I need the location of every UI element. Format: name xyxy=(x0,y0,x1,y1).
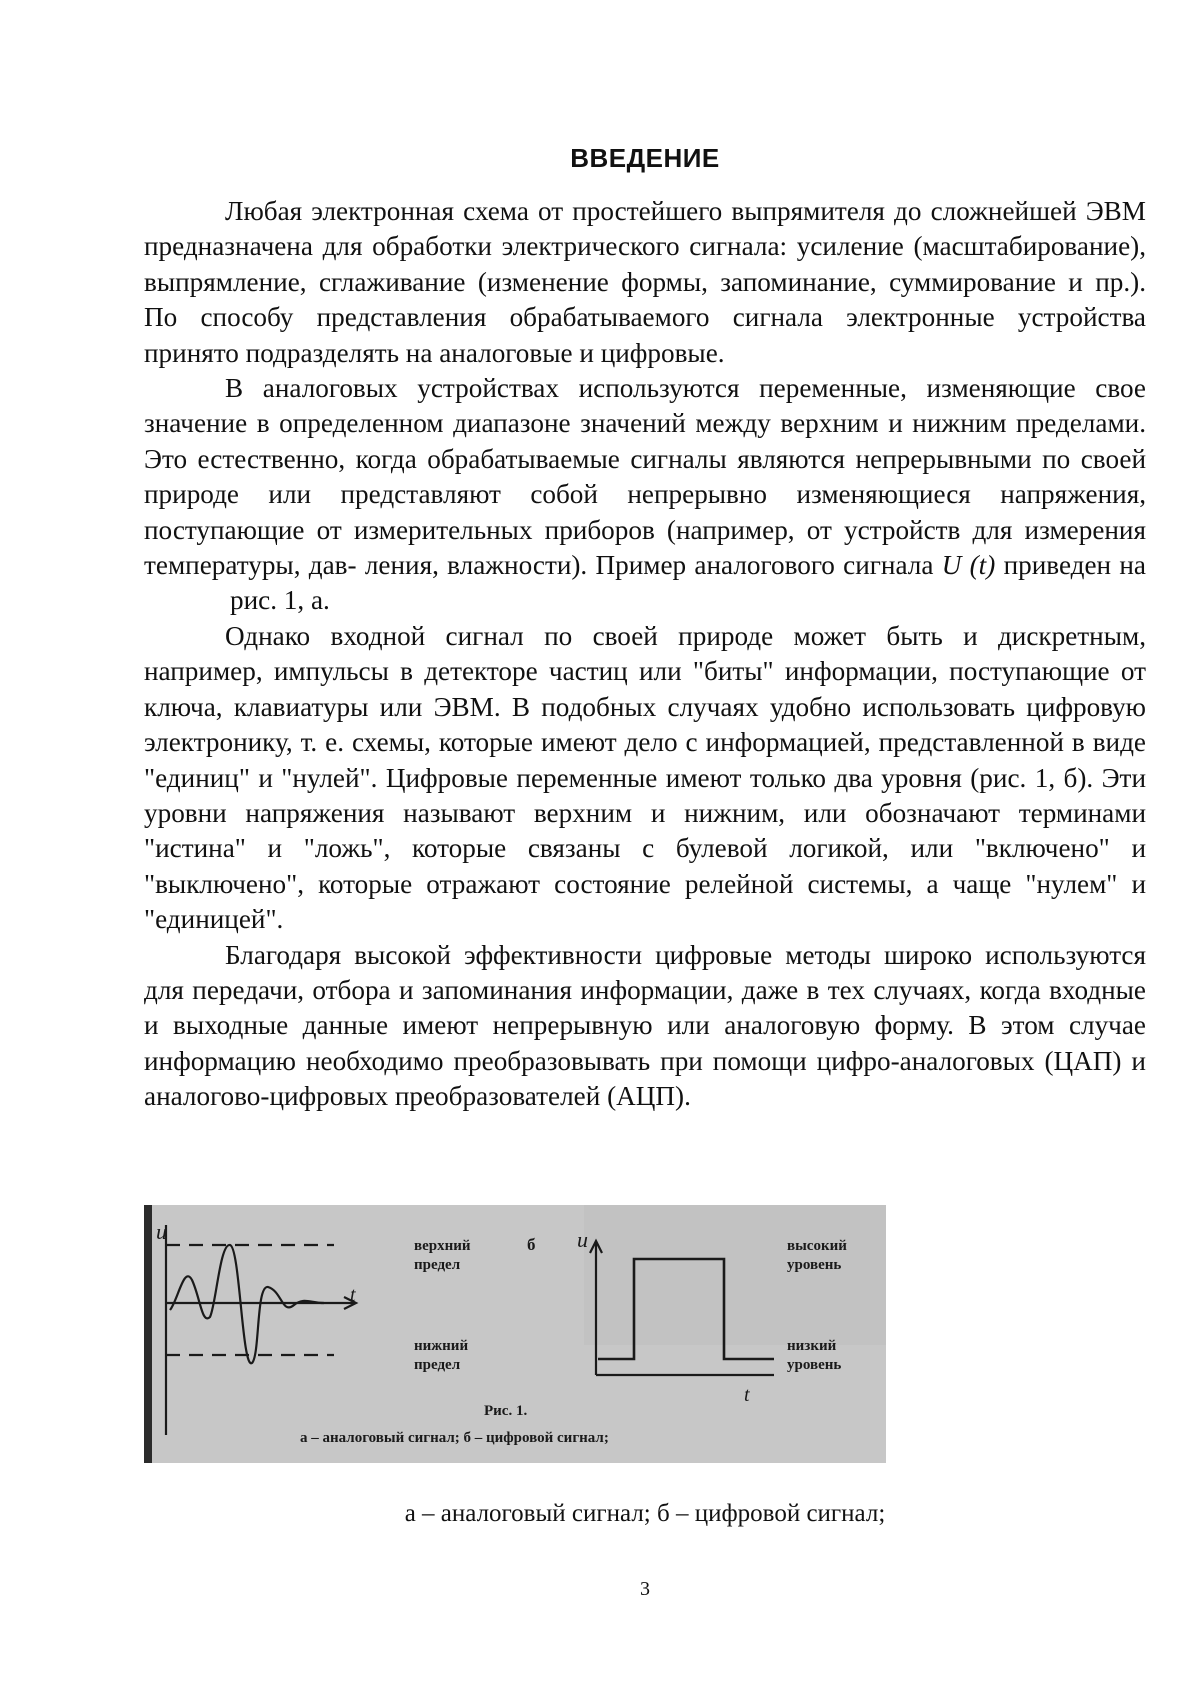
upper-limit-label-1: верхний xyxy=(414,1238,471,1254)
panel-b-letter: б xyxy=(527,1235,536,1254)
paragraph-1: Любая электронная схема от простейшего выпрямителя до сложней­шей ЭВМ предназначена для обработки электрического сигнала: усиление (масштабирование), выпрямление, сглаживание (изменение формы, запоми­нание, суммирование и пр.). По способу представления обрабатываемого сигнала электронные устройства принято подразделять на аналоговые и цифровые. xyxy=(144,194,1146,371)
lower-limit-label-2: предел xyxy=(414,1357,461,1373)
document-page xyxy=(0,0,1200,1697)
low-level-label-2: уровень xyxy=(787,1357,841,1373)
signal-variable: U (t) xyxy=(942,550,996,580)
high-level-label-2: уровень xyxy=(787,1257,841,1273)
signal-diagram xyxy=(144,1205,886,1463)
low-level-label-1: низкий xyxy=(787,1338,837,1354)
paragraph-4: Благодаря высокой эффективности цифровые методы широко исполь­зуются для передачи, отбора и запоминания информации, даже в тех случа­ях, когда входные и выходные данные имеют непрерывную или аналоговую форму. В этом случае информацию необходимо преобразовывать при по­мощи цифро-аналоговых (ЦАП) и аналогово-цифровых преобразователей (АЦП). xyxy=(144,938,1146,1115)
analog-u-label: u xyxy=(156,1219,167,1244)
figure-1-scan xyxy=(144,1205,886,1463)
body-text xyxy=(144,194,1146,1115)
figure-caption: а – аналоговый сигнал; б – цифровой сигнал; xyxy=(0,1500,1200,1528)
bleed-through-shade xyxy=(584,1205,886,1345)
paragraph-2-text-b: приведен на xyxy=(995,550,1146,580)
paragraph-2 xyxy=(144,371,1146,619)
figure-inner-caption: а – аналоговый сигнал; б – цифровой сигнал; xyxy=(300,1430,609,1446)
figure-number-label: Рис. 1. xyxy=(484,1403,527,1419)
digital-u-label: u xyxy=(577,1227,588,1252)
lower-limit-label-1: нижний xyxy=(414,1338,468,1354)
upper-limit-label-2: предел xyxy=(414,1257,461,1273)
section-heading: ВВЕДЕНИЕ xyxy=(0,143,1200,174)
scan-edge xyxy=(144,1205,152,1463)
figure-reference: рис. 1, а. xyxy=(230,585,330,615)
analog-t-label: t xyxy=(350,1284,356,1306)
digital-t-label: t xyxy=(744,1384,750,1406)
page-number: 3 xyxy=(0,1578,1200,1601)
high-level-label-1: высокий xyxy=(787,1238,847,1254)
paragraph-3: Однако входной сигнал по своей природе может быть и дискретным, например, импульсы в детекторе частиц или "биты" информации, посту­пающие от ключа, клавиатуры или ЭВМ. В подобных случаях удобно ис­пользовать цифровую электронику, т. е. схемы, которые имеют дело с ин­формацией, представленной в виде "единиц" и "нулей". Цифровые перемен­ные имеют только два уровня (рис. 1, б). Эти уровни напряжения называют верхним и нижним, или обозначают терминами "истина" и "ложь", которые связаны с булевой логикой, или "включено" и "выключено", которые отра­жают состояние релейной системы, а чаще "нулем" и "единицей". xyxy=(144,619,1146,938)
paragraph-2-text: В аналоговых устройствах используются переменные, изменяющие свое значение в определенном диапазоне значений между верхним и ниж­ним пределами. Это естественно, когда обрабатываемые сигналы являются непрерывными по своей природе или представляют собой непрерывно из­меняющиеся напряжения, поступающие от измерительных приборов (на­пример, от устройств для измерения температуры, дав- ления, влажности). Пример аналогового сигнала xyxy=(144,373,1146,580)
